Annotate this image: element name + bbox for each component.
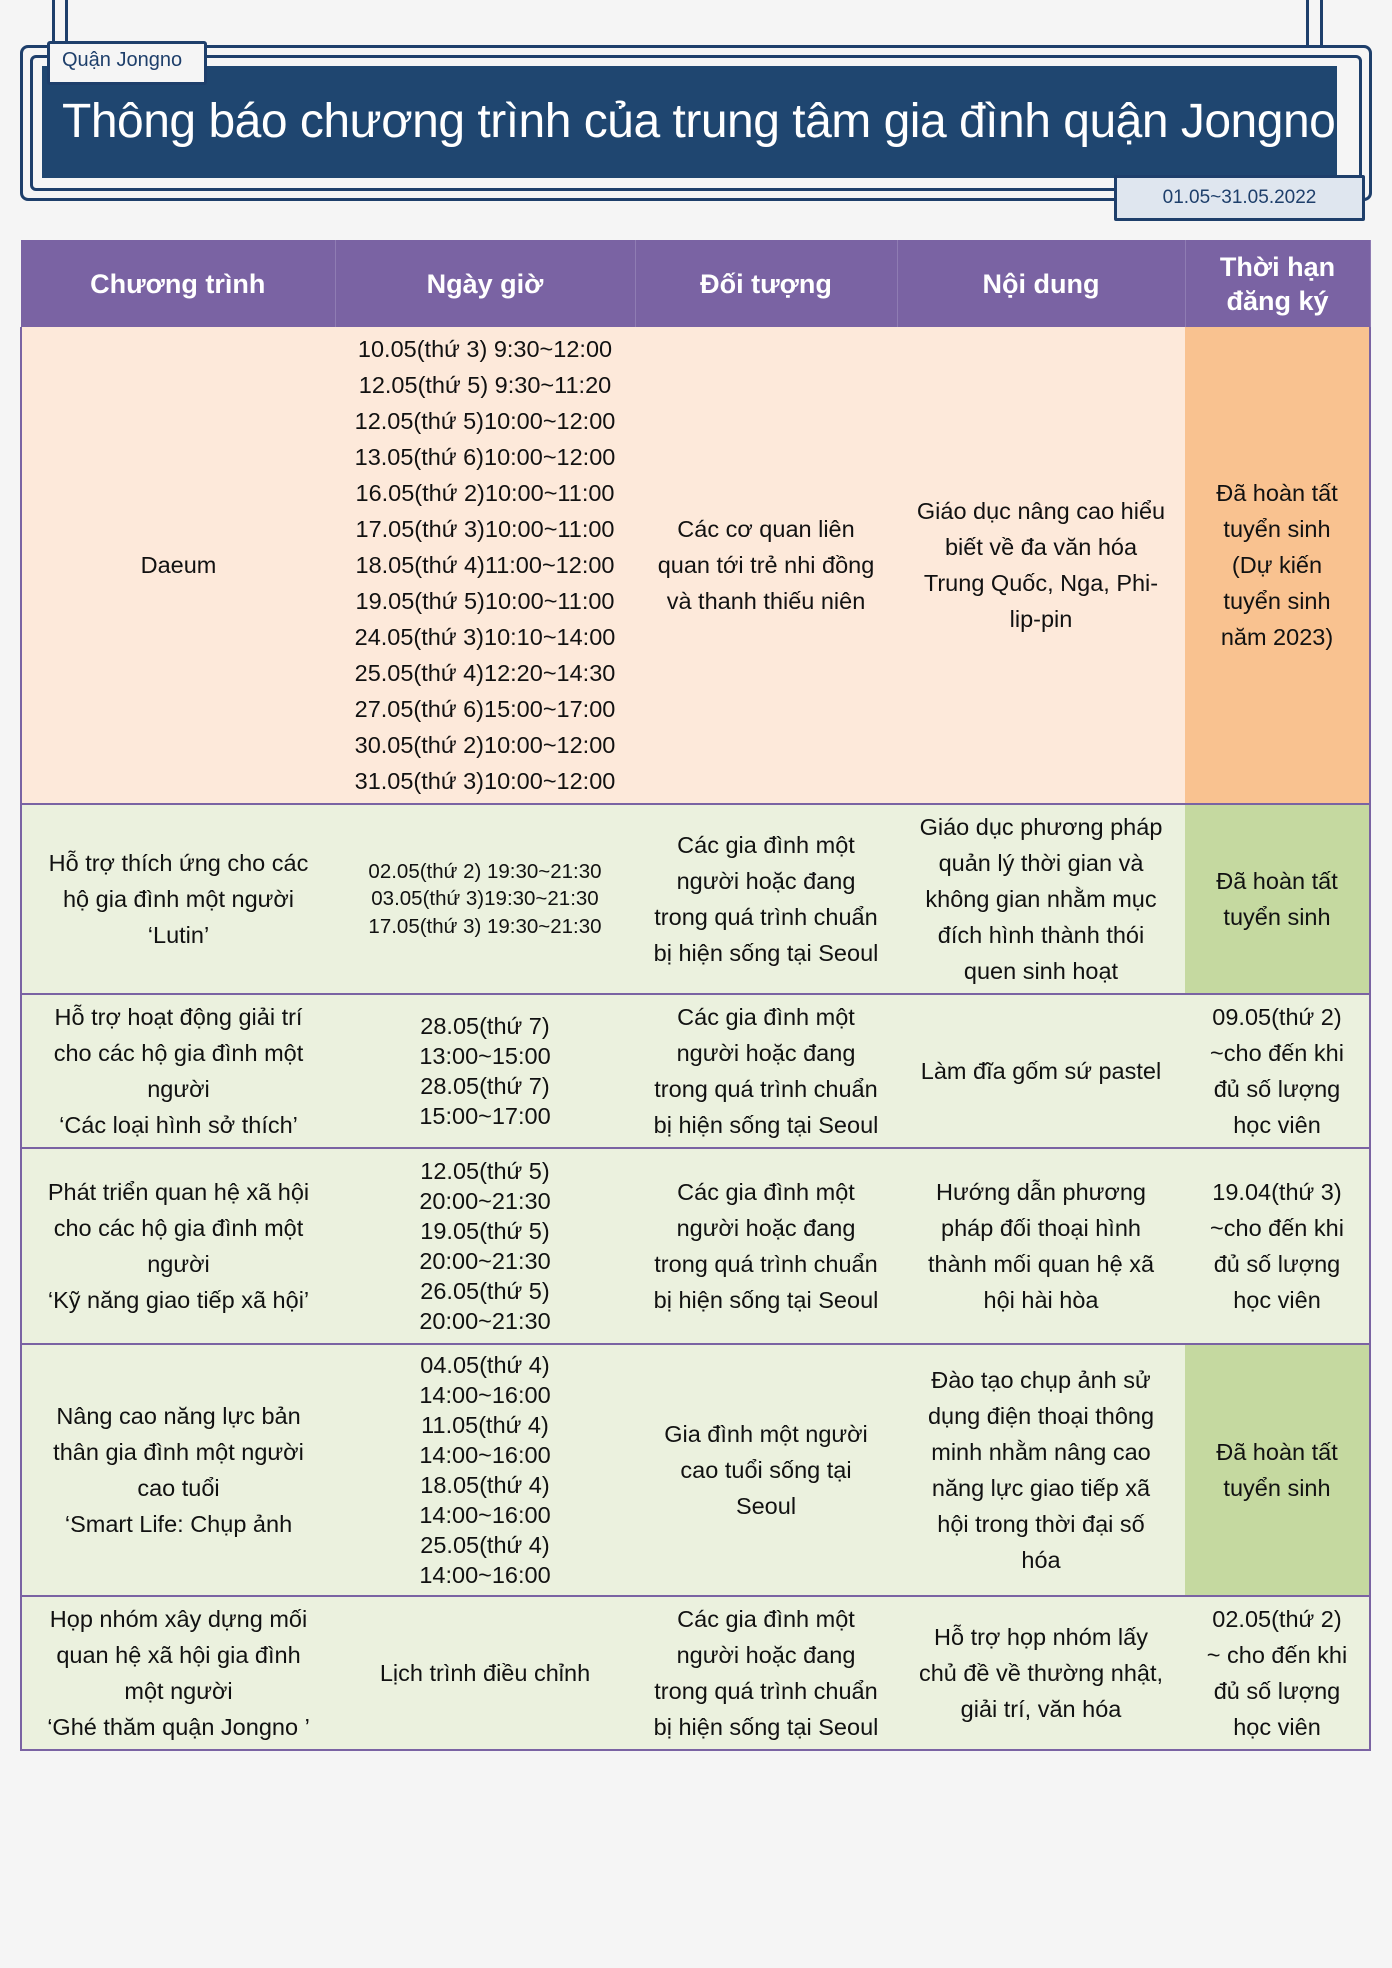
deadline-line: đủ số lượng — [1213, 1251, 1341, 1277]
content-line: Giáo dục phương pháp — [919, 814, 1163, 840]
target-line: Các gia đình một — [677, 1606, 855, 1632]
target-line: bị hiện sống tại Seoul — [653, 1112, 879, 1138]
deadline-cell — [1185, 1344, 1370, 1596]
deadline-line: học viên — [1233, 1112, 1321, 1138]
schedule-line: 28.05(thứ 7) — [420, 1073, 550, 1099]
schedule-line: 20:00~21:30 — [419, 1188, 551, 1214]
schedule-cell — [335, 1596, 635, 1750]
program-line: thân gia đình một người — [53, 1439, 304, 1465]
schedule-line: 19.05(thứ 5)10:00~11:00 — [355, 588, 615, 614]
deadline-cell — [1185, 327, 1370, 804]
column-header-content: Nội dung — [897, 240, 1185, 327]
content-line: minh nhằm nâng cao — [931, 1439, 1151, 1465]
table-header-row — [21, 240, 1370, 327]
table-row — [21, 327, 1370, 804]
schedule-line: 14:00~16:00 — [419, 1442, 551, 1468]
target-line: cao tuổi sống tại — [680, 1457, 852, 1483]
column-header-program: Chương trình — [21, 240, 335, 327]
content-cell — [897, 327, 1185, 804]
schedule-cell — [335, 1344, 635, 1596]
column-header-deadline — [1185, 240, 1370, 327]
schedule-line: 19.05(thứ 5) — [420, 1218, 550, 1244]
target-line: trong quá trình chuẩn — [654, 904, 878, 930]
target-line: người hoặc đang — [676, 1040, 856, 1066]
deadline-line: tuyển sinh — [1223, 588, 1331, 614]
content-line: Giáo dục nâng cao hiểu — [916, 498, 1166, 524]
content-cell — [897, 804, 1185, 994]
date-range-badge: 01.05~31.05.2022 — [1114, 175, 1365, 221]
target-line: Gia đình một người — [664, 1421, 868, 1447]
schedule-line: Lịch trình điều chỉnh — [379, 1660, 591, 1686]
program-line: cho các hộ gia đình một — [53, 1040, 304, 1066]
target-line: trong quá trình chuẩn — [654, 1251, 878, 1277]
target-line: Các cơ quan liên — [677, 516, 855, 542]
schedule-line: 18.05(thứ 4) — [420, 1472, 550, 1498]
schedule-line: 18.05(thứ 4)11:00~12:00 — [355, 552, 615, 578]
content-line: pháp đối thoại hình — [941, 1215, 1141, 1241]
table-row — [21, 1344, 1370, 1596]
program-line: Họp nhóm xây dựng mối — [49, 1606, 308, 1632]
target-line: trong quá trình chuẩn — [654, 1076, 878, 1102]
program-cell — [21, 327, 335, 804]
program-line: ‘Lutin’ — [147, 922, 210, 948]
target-line: Seoul — [735, 1493, 797, 1519]
program-line: quan hệ xã hội gia đình — [56, 1642, 301, 1668]
column-header-schedule: Ngày giờ — [335, 240, 635, 327]
schedule-line: 31.05(thứ 3)10:00~12:00 — [354, 768, 616, 794]
program-line: cho các hộ gia đình một — [53, 1215, 304, 1241]
program-table — [20, 240, 1371, 1751]
program-line: người — [147, 1251, 210, 1277]
decor-line — [1306, 0, 1309, 50]
schedule-line: 30.05(thứ 2)10:00~12:00 — [354, 732, 616, 758]
target-line: Các gia đình một — [677, 1004, 855, 1030]
schedule-line: 20:00~21:30 — [419, 1248, 551, 1274]
schedule-line: 02.05(thứ 2) 19:30~21:30 — [368, 859, 602, 883]
deadline-line: học viên — [1233, 1287, 1321, 1313]
schedule-line: 24.05(thứ 3)10:10~14:00 — [354, 624, 616, 650]
program-line: một người — [124, 1678, 233, 1704]
target-cell — [635, 1344, 897, 1596]
target-line: Các gia đình một — [677, 832, 855, 858]
content-line: Làm đĩa gốm sứ pastel — [920, 1058, 1162, 1084]
schedule-line: 13.05(thứ 6)10:00~12:00 — [354, 444, 616, 470]
content-line: quản lý thời gian và — [938, 850, 1144, 876]
deadline-line: ~cho đến khi — [1210, 1040, 1344, 1066]
program-cell — [21, 1148, 335, 1344]
program-line: Daeum — [140, 552, 217, 578]
schedule-cell — [335, 804, 635, 994]
deadline-line: năm 2023) — [1220, 624, 1334, 650]
content-cell — [897, 1344, 1185, 1596]
schedule-cell — [335, 1148, 635, 1344]
content-cell — [897, 1148, 1185, 1344]
schedule-line: 17.05(thứ 3) 19:30~21:30 — [368, 914, 602, 938]
program-cell — [21, 804, 335, 994]
table-row — [21, 1596, 1370, 1750]
program-line: Hỗ trợ thích ứng cho các — [48, 850, 309, 876]
content-line: Hướng dẫn phương — [936, 1179, 1146, 1205]
deadline-cell — [1185, 1596, 1370, 1750]
content-cell — [897, 994, 1185, 1148]
schedule-line: 14:00~16:00 — [419, 1562, 551, 1588]
deadline-line: đủ số lượng — [1213, 1076, 1341, 1102]
deadline-line: Đã hoàn tất — [1216, 1439, 1338, 1465]
deadline-line: tuyển sinh — [1223, 1475, 1331, 1501]
deadline-line: học viên — [1233, 1714, 1321, 1740]
schedule-line: 25.05(thứ 4)12:20~14:30 — [354, 660, 616, 686]
deadline-header-text: Thời hạn đăng ký — [1219, 251, 1336, 316]
content-line: hội trong thời đại số — [937, 1511, 1145, 1537]
schedule-line: 15:00~17:00 — [419, 1103, 551, 1129]
schedule-cell — [335, 327, 635, 804]
content-line: giải trí, văn hóa — [960, 1696, 1122, 1722]
program-line: Nâng cao năng lực bản — [56, 1403, 301, 1429]
content-line: lip-pin — [1009, 606, 1073, 632]
content-line: Trung Quốc, Nga, Phi- — [923, 570, 1159, 596]
content-line: chủ đề về thường nhật, — [918, 1660, 1164, 1686]
program-line: ‘Ghé thăm quận Jongno ’ — [47, 1714, 310, 1740]
schedule-line: 16.05(thứ 2)10:00~11:00 — [355, 480, 615, 506]
target-cell — [635, 804, 897, 994]
content-line: dụng điện thoại thông — [927, 1403, 1155, 1429]
deadline-cell — [1185, 804, 1370, 994]
target-line: bị hiện sống tại Seoul — [653, 1714, 879, 1740]
target-cell — [635, 327, 897, 804]
content-line: hội hài hòa — [983, 1287, 1099, 1313]
schedule-line: 11.05(thứ 4) — [421, 1412, 549, 1438]
table-body — [21, 327, 1370, 1750]
schedule-line: 10.05(thứ 3) 9:30~12:00 — [357, 336, 613, 362]
schedule-line: 17.05(thứ 3)10:00~11:00 — [355, 516, 615, 542]
page-title: Thông báo chương trình của trung tâm gia đình quận Jongno — [62, 95, 1336, 148]
schedule-line: 12.05(thứ 5)10:00~12:00 — [354, 408, 616, 434]
deadline-line: ~ cho đến khi — [1206, 1642, 1348, 1668]
target-line: Các gia đình một — [677, 1179, 855, 1205]
deadline-line: Đã hoàn tất — [1216, 480, 1338, 506]
deadline-cell — [1185, 1148, 1370, 1344]
schedule-line: 25.05(thứ 4) — [420, 1532, 550, 1558]
program-line: cao tuổi — [137, 1475, 220, 1501]
content-line: thành mối quan hệ xã — [927, 1251, 1155, 1277]
target-line: và thanh thiếu niên — [666, 588, 866, 614]
schedule-line: 12.05(thứ 5) 9:30~11:20 — [358, 372, 612, 398]
content-line: Đào tạo chụp ảnh sử — [931, 1367, 1151, 1393]
program-line: ‘Smart Life: Chụp ảnh — [64, 1511, 293, 1537]
schedule-line: 14:00~16:00 — [419, 1382, 551, 1408]
target-line: người hoặc đang — [676, 1642, 856, 1668]
schedule-line: 03.05(thứ 3)19:30~21:30 — [371, 887, 599, 911]
deadline-cell — [1185, 994, 1370, 1148]
schedule-line: 14:00~16:00 — [419, 1502, 551, 1528]
schedule-line: 28.05(thứ 7) — [420, 1013, 550, 1039]
program-cell — [21, 1344, 335, 1596]
schedule-line: 26.05(thứ 5) — [420, 1278, 550, 1304]
target-cell — [635, 994, 897, 1148]
program-line: Phát triển quan hệ xã hội — [47, 1179, 310, 1205]
content-line: không gian nhằm mục — [925, 886, 1157, 912]
program-line: hộ gia đình một người — [62, 886, 295, 912]
deadline-line: 02.05(thứ 2) — [1212, 1606, 1342, 1632]
program-line: người — [147, 1076, 210, 1102]
target-line: người hoặc đang — [676, 1215, 856, 1241]
deadline-line: tuyển sinh — [1223, 516, 1331, 542]
deadline-line: 19.04(thứ 3) — [1212, 1179, 1342, 1205]
deadline-line: tuyển sinh — [1223, 904, 1331, 930]
content-line: đích hình thành thói — [937, 922, 1145, 948]
program-line: Hỗ trợ hoạt động giải trí — [54, 1004, 303, 1030]
column-header-target: Đối tượng — [635, 240, 897, 327]
program-line: ‘Kỹ năng giao tiếp xã hội’ — [47, 1287, 310, 1313]
deadline-line: Đã hoàn tất — [1216, 868, 1338, 894]
target-cell — [635, 1148, 897, 1344]
content-line: năng lực giao tiếp xã — [931, 1475, 1151, 1501]
target-line: trong quá trình chuẩn — [654, 1678, 878, 1704]
program-cell — [21, 1596, 335, 1750]
table-row — [21, 1148, 1370, 1344]
content-line: hóa — [1021, 1547, 1061, 1573]
program-cell — [21, 994, 335, 1148]
schedule-cell — [335, 994, 635, 1148]
deadline-line: 09.05(thứ 2) — [1212, 1004, 1342, 1030]
target-line: người hoặc đang — [676, 868, 856, 894]
table-row — [21, 994, 1370, 1148]
table-row — [21, 804, 1370, 994]
content-line: biết về đa văn hóa — [944, 534, 1138, 560]
schedule-line: 04.05(thứ 4) — [420, 1352, 550, 1378]
schedule-line: 27.05(thứ 6)15:00~17:00 — [354, 696, 616, 722]
target-cell — [635, 1596, 897, 1750]
program-line: ‘Các loại hình sở thích’ — [59, 1112, 298, 1138]
content-cell — [897, 1596, 1185, 1750]
schedule-line: 20:00~21:30 — [419, 1308, 551, 1334]
target-line: bị hiện sống tại Seoul — [653, 1287, 879, 1313]
content-line: Hỗ trợ họp nhóm lấy — [934, 1624, 1148, 1650]
district-label: Quận Jongno — [62, 49, 183, 71]
content-line: quen sinh hoạt — [963, 958, 1119, 984]
target-line: quan tới trẻ nhi đồng — [657, 552, 875, 578]
deadline-line: ~cho đến khi — [1210, 1215, 1344, 1241]
deadline-line: (Dự kiến — [1231, 552, 1323, 578]
target-line: bị hiện sống tại Seoul — [653, 940, 879, 966]
schedule-line: 12.05(thứ 5) — [420, 1158, 550, 1184]
deadline-line: đủ số lượng — [1213, 1678, 1341, 1704]
schedule-line: 13:00~15:00 — [419, 1043, 551, 1069]
